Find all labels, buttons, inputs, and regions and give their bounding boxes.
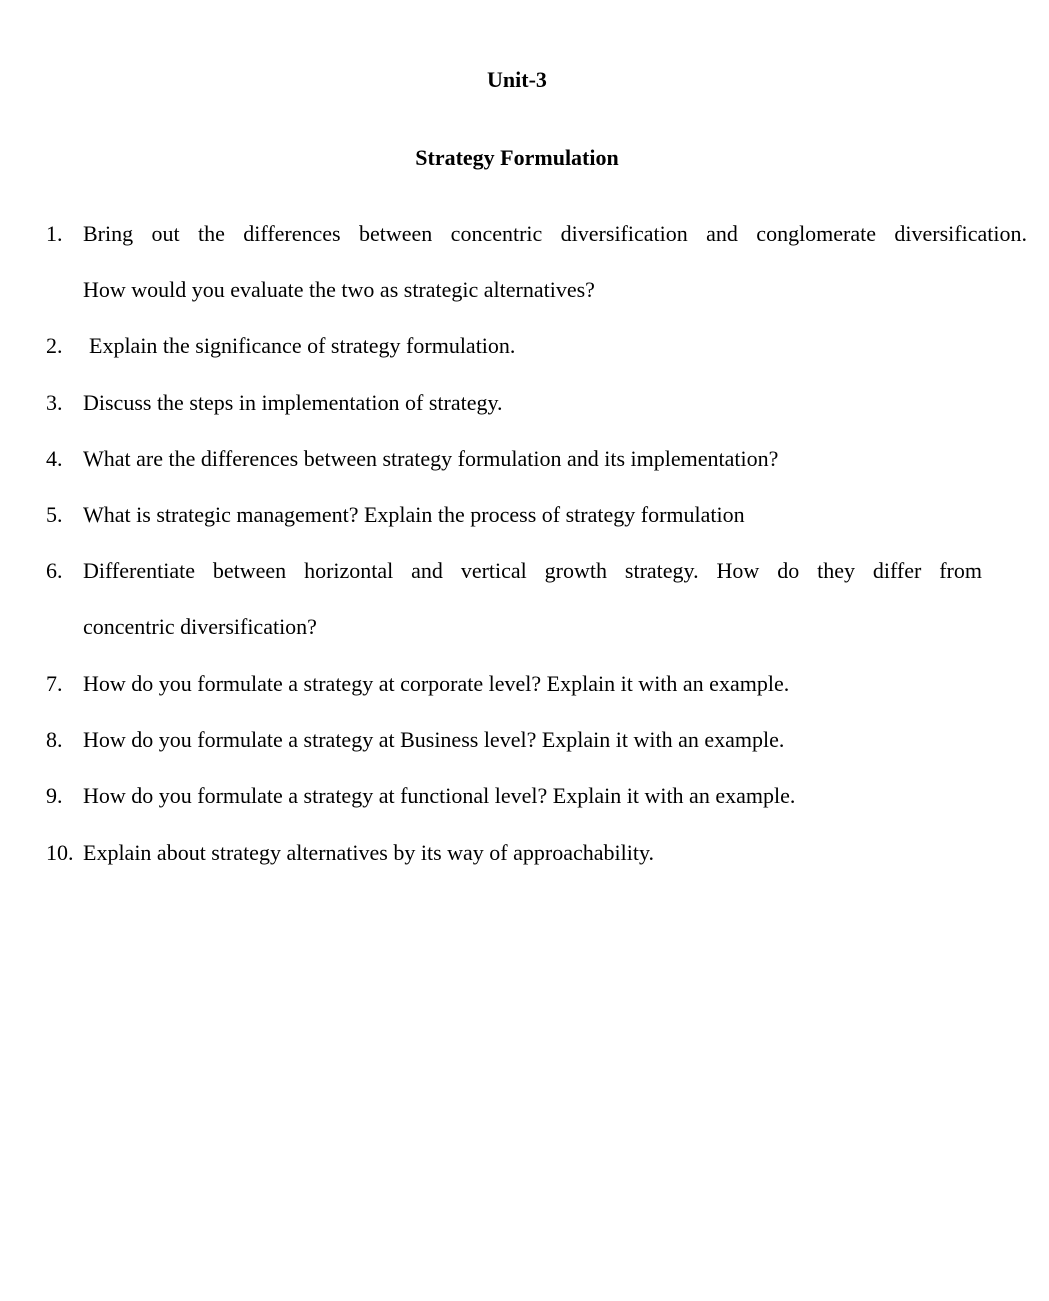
question-number: 2. — [46, 333, 63, 358]
question-text: How do you formulate a strategy at functional level? Explain it with an example. — [83, 783, 796, 808]
question-text: How do you formulate a strategy at corporate level? Explain it with an example. — [83, 671, 790, 696]
question-number: 1. — [46, 221, 63, 246]
question-number: 9. — [46, 783, 63, 808]
question-number: 3. — [46, 390, 63, 415]
question-text: Explain the significance of strategy formulation. — [89, 333, 516, 358]
question-text: Differentiate between horizontal and vertical growth strategy. How do they differ from — [83, 558, 982, 583]
question-number: 5. — [46, 502, 63, 527]
question-text: Discuss the steps in implementation of strategy. — [83, 390, 503, 415]
question-number: 4. — [46, 446, 63, 471]
question-text: What is strategic management? Explain the process of strategy formulation — [83, 502, 745, 527]
question-number: 8. — [46, 727, 63, 752]
page-title: Strategy Formulation — [415, 145, 619, 170]
question-number: 7. — [46, 671, 63, 696]
unit-heading: Unit-3 — [487, 67, 547, 92]
question-number: 10. — [46, 840, 74, 865]
question-text: Explain about strategy alternatives by its way of approachability. — [83, 840, 655, 865]
question-continuation: concentric diversification? — [83, 614, 317, 639]
question-text: How do you formulate a strategy at Business level? Explain it with an example. — [83, 727, 785, 752]
question-number: 6. — [46, 558, 63, 583]
question-text: Bring out the differences between concentric diversification and conglomerate diversification. — [83, 221, 1027, 246]
question-continuation: How would you evaluate the two as strategic alternatives? — [83, 277, 595, 302]
question-text: What are the differences between strategy formulation and its implementation? — [83, 446, 779, 471]
